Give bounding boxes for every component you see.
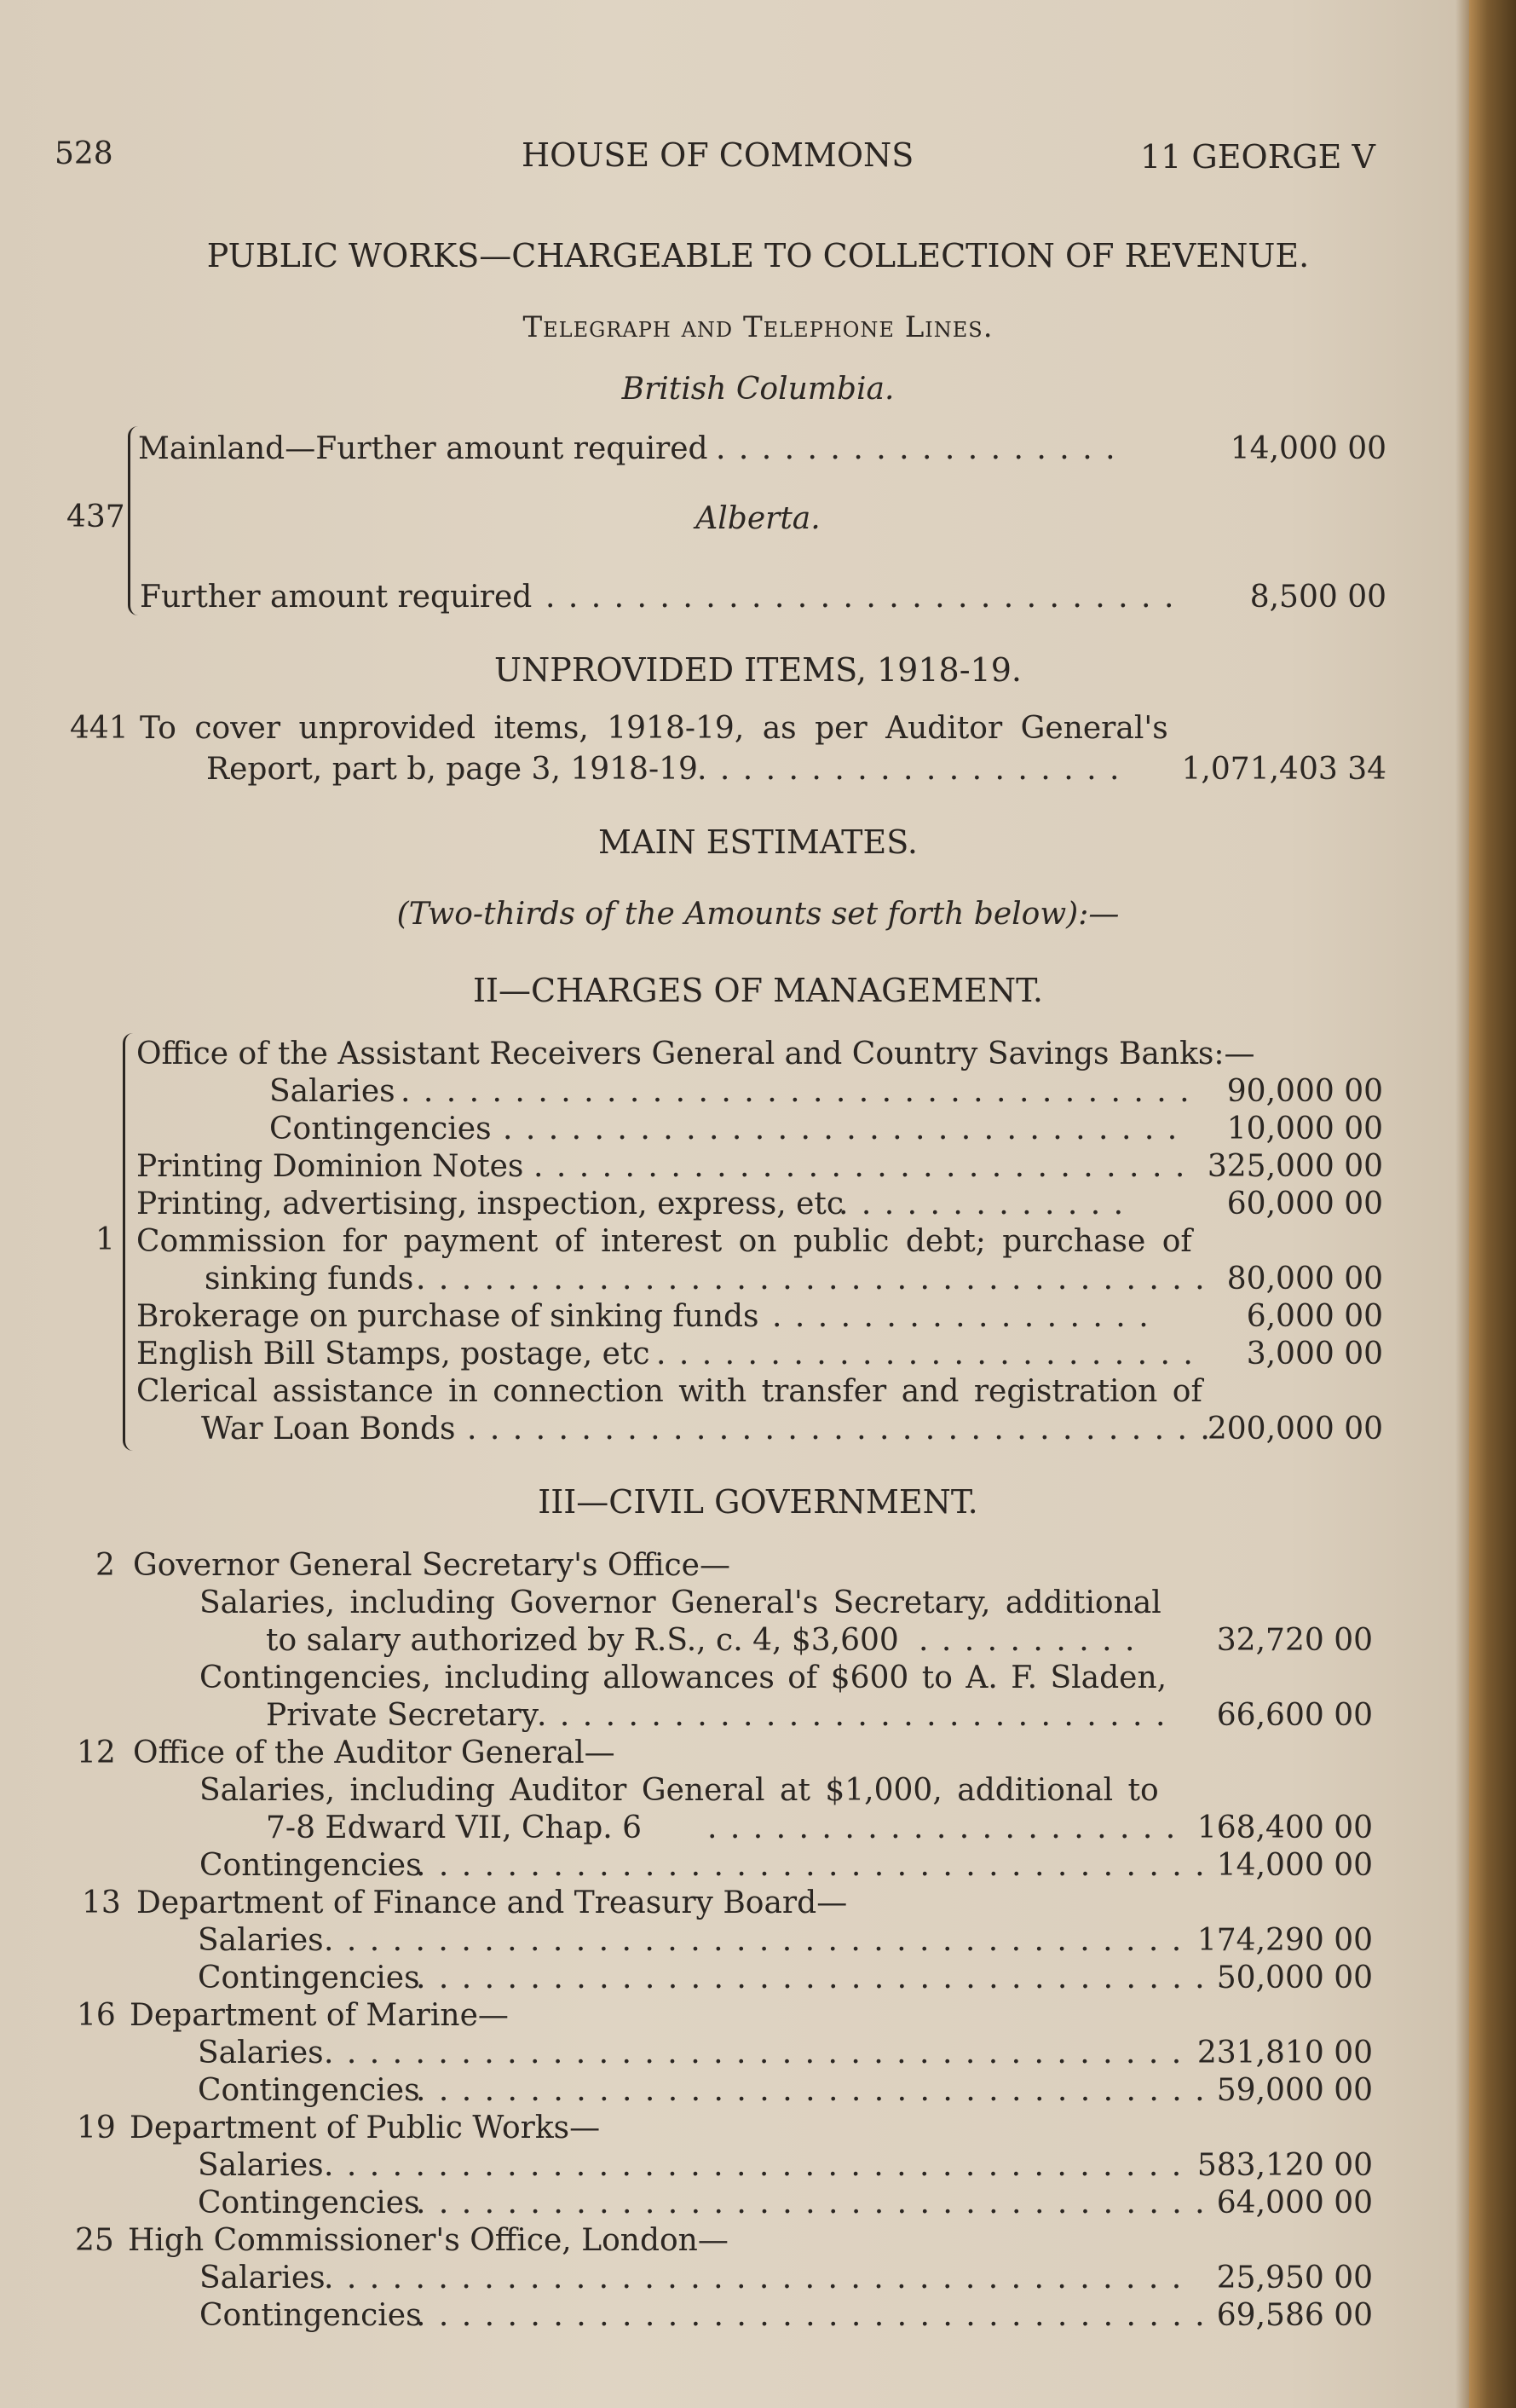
entry-label: Private Secretary — [266, 1698, 539, 1733]
entry-civil-row — [0, 2145, 1516, 2187]
entry-amount: 8,500 00 — [1249, 580, 1386, 615]
entry-amount: 583,120 00 — [1196, 2148, 1373, 2183]
section-title-civil: III—CIVIL GOVERNMENT. — [538, 1483, 978, 1521]
leader-dots: . . . . . . . . . . . . . . . . . — [772, 1299, 1150, 1334]
entry-civil-row — [0, 1770, 1516, 1812]
leader-dots: . . . . . . . . . . . . . . . . . . — [716, 431, 1117, 466]
entry-civil-row — [0, 2257, 1516, 2300]
entry-label: Salaries — [198, 2036, 324, 2070]
item-number-441: 441 — [70, 711, 129, 746]
entry-label: Salaries, including Auditor General at $1,000, additional to — [199, 1773, 1159, 1808]
leader-dots: . . . . . . . . . . . . . . . . . . . . . . . . . . . . . . . . . . . — [416, 1848, 1207, 1883]
entry-civil-row — [0, 2107, 1516, 2150]
entry-label: Salaries, including Governor General's Secretary, additional — [199, 1585, 1161, 1620]
item-number: 13 — [82, 1885, 121, 1920]
entry-civil-row — [0, 1582, 1516, 1625]
entry-amount: 6,000 00 — [1246, 1299, 1383, 1334]
leader-dots: . . . . . . . . . . . . . . . . . . . . . . . . . . . . . . . . . . . . . . — [324, 2036, 1184, 2070]
entry-label: Report, part b, page 3, 1918-19 — [206, 752, 698, 787]
leader-dots: . . . . . . . . . . . . . . . . . . . . . . . . . . . . . . . . . . . — [401, 1074, 1191, 1109]
book-spine-edge — [1469, 0, 1516, 2408]
region-alberta: Alberta. — [695, 501, 821, 536]
entry-label: Contingencies — [199, 1848, 422, 1883]
leader-dots: . . . . . . . . . . . . . . . . . . . . . . . . . . . . . . . . . . . — [416, 2186, 1207, 2220]
section-title-unprovided: UNPROVIDED ITEMS, 1918-19. — [494, 651, 1022, 689]
section-title-management: II—CHARGES OF MANAGEMENT. — [473, 972, 1043, 1009]
entry-civil-row — [0, 1545, 1516, 1587]
entry-amount: 25,950 00 — [1216, 2261, 1373, 2295]
entry-management-row — [0, 1071, 1516, 1113]
entry-amount: 14,000 00 — [1230, 431, 1386, 466]
entry-label: Contingencies — [199, 2298, 422, 2333]
entry-label: Printing Dominion Notes — [136, 1149, 524, 1184]
section-title-public-works: PUBLIC WORKS—CHARGEABLE TO COLLECTION OF REVENUE. — [206, 237, 1310, 274]
entry-civil-row — [0, 2070, 1516, 2112]
entry-label: Commission for payment of interest on public debt; purchase of — [136, 1224, 1192, 1259]
leader-dots: . . . . . . . . . . . . . . . . . . . . . . . . . . . . . . . . . — [467, 1412, 1212, 1447]
entry-label: High Commissioner's Office, London— — [128, 2223, 729, 2258]
entry-civil-row — [0, 1995, 1516, 2037]
entry-label: Contingencies — [198, 2073, 420, 2108]
entry-label: Mainland—Further amount required — [138, 431, 708, 466]
entry-amount: 14,000 00 — [1216, 1848, 1373, 1883]
item-number: 16 — [77, 1998, 116, 2033]
leader-dots: . . . . . . . . . . . . . . . . . . . . . . . . . . . . . . . . . . . — [416, 1960, 1207, 1995]
leader-dots: . . . . . . . . . . . . . . . . . . . . . . . . . . . . . . . . . . . . . . — [324, 2148, 1184, 2183]
region-bc: British Columbia. — [621, 372, 895, 407]
entry-management-row — [0, 1108, 1516, 1151]
regnal-year: 11 GEORGE V — [1140, 138, 1375, 176]
entry-label: Clerical assistance in connection with transfer and registration of — [136, 1374, 1202, 1409]
entry-amount: 64,000 00 — [1216, 2186, 1373, 2220]
entry-management-row — [0, 1371, 1516, 1413]
entry-amount: 231,810 00 — [1196, 2036, 1373, 2070]
entry-management-row — [0, 1296, 1516, 1338]
leader-dots: . . . . . . . . . . . . . . . . . . . . . . . . . . . . — [545, 580, 1176, 615]
item-number-1: 1 — [95, 1222, 115, 1257]
entry-management-row — [0, 1408, 1516, 1451]
entry-label: Office of the Auditor General— — [133, 1735, 615, 1770]
entry-label: sinking funds — [205, 1262, 414, 1296]
entry-management-row — [0, 1221, 1516, 1263]
entry-label: Salaries — [198, 2148, 324, 2183]
item-number: 12 — [77, 1735, 116, 1770]
entry-label: Office of the Assistant Receivers General and Country Savings Banks:— — [136, 1037, 1255, 1071]
entry-amount: 66,600 00 — [1216, 1698, 1373, 1733]
entry-amount: 90,000 00 — [1226, 1074, 1383, 1109]
page-number: 528 — [55, 136, 113, 171]
entry-civil-row — [0, 1845, 1516, 1887]
entry-civil-row — [0, 2182, 1516, 2225]
entry-label: Salaries — [198, 1923, 324, 1958]
entry-civil-row — [0, 1920, 1516, 1962]
leader-dots: . . . . . . . . . . . . . . . . . . . . . . . . . . . . . . . . . . . — [416, 2298, 1207, 2333]
entry-unprovided-line2 — [0, 748, 1516, 791]
entry-civil-row — [0, 1732, 1516, 1775]
entry-civil-row — [0, 1695, 1516, 1737]
entry-label: Department of Marine— — [130, 1998, 509, 2033]
entry-amount: 1,071,403 34 — [1181, 752, 1386, 787]
entry-amount: 60,000 00 — [1226, 1187, 1383, 1221]
entry-amount: 3,000 00 — [1246, 1337, 1383, 1371]
entry-civil-row — [0, 1882, 1516, 1925]
entry-label: Salaries — [199, 2261, 326, 2295]
leader-dots: . . . . . . . . . . . . . — [839, 1187, 1126, 1221]
entry-management-row — [0, 1183, 1516, 1226]
entry-amount: 168,400 00 — [1196, 1810, 1373, 1845]
leader-dots: . . . . . . . . . . . . . . . . . . . . . . . . . . . . . . . . . . . — [416, 2073, 1207, 2108]
entry-amount: 59,000 00 — [1216, 2073, 1373, 2108]
entry-civil-row — [0, 2295, 1516, 2337]
entry-management-intro — [0, 1033, 1516, 1076]
entry-label: Contingencies, including allowances of $600 to A. F. Sladen, — [199, 1660, 1167, 1695]
subtitle-telegraph: Telegraph and Telephone Lines. — [522, 310, 994, 344]
item-number-437: 437 — [66, 500, 125, 534]
entry-label: Department of Public Works— — [130, 2111, 601, 2145]
running-title: HOUSE OF COMMONS — [522, 136, 914, 174]
entry-bc-mainland — [0, 428, 1516, 471]
entry-label: Department of Finance and Treasury Board— — [136, 1885, 848, 1920]
main-subtitle: (Two-thirds of the Amounts set forth below):— — [396, 897, 1120, 932]
entry-label: Contingencies — [198, 1960, 420, 1995]
entry-civil-row — [0, 1657, 1516, 1700]
entry-amount: 69,586 00 — [1216, 2298, 1373, 2333]
entry-amount: 325,000 00 — [1207, 1149, 1383, 1184]
leader-dots: . . . . . . . . . . . . . . . . . . . . . . . . . . . . . . . . . . . . . . — [324, 2261, 1184, 2295]
leader-dots: . . . . . . . . . . . . . . . . . . . . . . . . . . . . . . . . . . . — [416, 1262, 1207, 1296]
entry-amount: 174,290 00 — [1196, 1923, 1373, 1958]
item-number: 19 — [77, 2111, 116, 2145]
section-title-main: MAIN ESTIMATES. — [598, 823, 918, 861]
entry-label: to salary authorized by R.S., c. 4, $3,600 — [266, 1623, 899, 1658]
entry-civil-row — [0, 2220, 1516, 2262]
entry-label: Governor General Secretary's Office— — [133, 1548, 730, 1583]
entry-management-row — [0, 1146, 1516, 1188]
entry-label: Contingencies — [269, 1112, 492, 1146]
entry-management-row — [0, 1333, 1516, 1376]
leader-dots: . . . . . . . . . . . . . . . . . . . . . . . . . . . . — [537, 1698, 1167, 1733]
leader-dots: . . . . . . . . . . . . . . . . . . . . . . . . . . . . . . . . . . . . . . — [324, 1923, 1184, 1958]
entry-label: War Loan Bonds — [201, 1412, 456, 1447]
entry-alberta — [0, 576, 1516, 619]
entry-label: Further amount required — [140, 580, 533, 615]
entry-label: Contingencies — [198, 2186, 420, 2220]
item-number: 2 — [95, 1548, 115, 1583]
leader-dots: . . . . . . . . . . . . . . . . . . . — [697, 752, 1121, 787]
leader-dots: . . . . . . . . . . . . . . . . . . . . . — [707, 1810, 1178, 1845]
leader-dots: . . . . . . . . . . — [919, 1623, 1137, 1658]
entry-amount: 80,000 00 — [1226, 1262, 1383, 1296]
entry-civil-row — [0, 2032, 1516, 2075]
entry-amount: 200,000 00 — [1207, 1412, 1383, 1447]
entry-label: English Bill Stamps, postage, etc — [136, 1337, 650, 1371]
entry-label: Brokerage on purchase of sinking funds — [136, 1299, 759, 1334]
entry-civil-row — [0, 1620, 1516, 1662]
entry-label: To cover unprovided items, 1918-19, as per Auditor General's — [140, 711, 1168, 746]
entry-label: Salaries — [269, 1074, 395, 1109]
entry-label: 7-8 Edward VII, Chap. 6 — [266, 1810, 643, 1845]
leader-dots: . . . . . . . . . . . . . . . . . . . . . . . . . . . . . . — [503, 1112, 1179, 1146]
entry-amount: 50,000 00 — [1216, 1960, 1373, 1995]
entry-civil-row — [0, 1807, 1516, 1850]
entry-civil-row — [0, 1957, 1516, 2000]
leader-dots: . . . . . . . . . . . . . . . . . . . . . . . . — [656, 1337, 1195, 1371]
item-number: 25 — [75, 2223, 114, 2258]
leader-dots: . . . . . . . . . . . . . . . . . . . . . . . . . . . . . — [533, 1149, 1187, 1184]
entry-amount: 10,000 00 — [1226, 1112, 1383, 1146]
entry-amount: 32,720 00 — [1216, 1623, 1373, 1658]
entry-unprovided-line1 — [0, 707, 1516, 750]
entry-management-row — [0, 1258, 1516, 1301]
entry-label: Printing, advertising, inspection, express, etc — [136, 1187, 844, 1221]
